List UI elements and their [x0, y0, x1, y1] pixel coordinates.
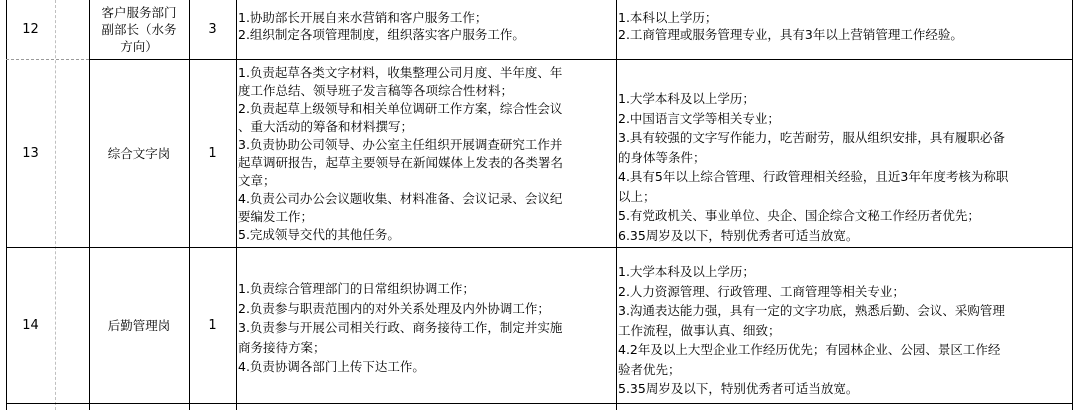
job-duties: 1.负责综合管理部门的日常组织协调工作； 2.负责参与职责范围内的对外关系处理及内外协调工作； 3.负责参与开展公司相关行政、商务接待工作，制定并实施 商务接待方案； 4.负责协调各部门上传下达工作。	[238, 281, 563, 374]
job-requirements: 1.大学本科及以上学历； 2.中国语言文学等相关专业； 3.具有较强的文字写作能力，吃苦耐劳，服从组织安排，具有履职必备 的身体等条件； 4.具有5年以上综合管理、行政管理相关经验，且近3年年度考核为称职 以上； 5.有党政机关、事业单位、央企、国企综合文秘工作经历者优先； 6.35周岁及以下，特别优秀者可适当放宽。	[618, 91, 1009, 243]
table-border-right	[1072, 0, 1073, 410]
job-requirements: 1.本科以上学历； 2.工商管理或服务管理专业，具有3年以上营销管理工作经验。	[618, 10, 963, 42]
job-requirements: 1.大学本科及以上学历； 2.人力资源管理、行政管理、工商管理等相关专业； 3.沟通表达能力强，具有一定的文字功底，熟悉后勤、会议、采购管理 工作流程，做事认真、细致； 4.2年及以上大型企业工作经历优先；有园林企业、公园、景区工作经 验者优先； 5.35周岁及以下，特别优秀者可适当放宽。	[618, 264, 1005, 396]
headcount: 1	[208, 318, 217, 333]
row-number: 12	[22, 22, 39, 37]
row-number: 13	[22, 146, 39, 161]
row-number: 14	[22, 318, 39, 333]
job-duties: 1.负责起草各类文字材料，收集整理公司月度、半年度、年 度工作总结、领导班子发言稿等各项综合性材料； 2.负责起草上级领导和相关单位调研工作方案，综合性会议 、重大活动的筹备和材料撰写； 3.负责协助公司领导、办公室主任组织开展调查研究工作并 起草调研报告，起草主要领导在新闻媒体上发表的各类署名 文章； 4.负责公司办公会议题收集、材料准备、会议记录、会议纪 要编发工作； 5.完成领导交代的其他任务。	[238, 65, 564, 242]
headcount: 1	[208, 146, 217, 161]
job-duties: 1.协助部长开展自来水营销和客户服务工作； 2.组织制定各项管理制度，组织落实客户服务工作。	[238, 10, 525, 42]
position-name: 后勤管理岗	[107, 318, 171, 333]
row-divider	[6, 403, 1072, 404]
row-divider	[89, 59, 1072, 60]
column-divider	[55, 0, 56, 410]
position-name: 综合文字岗	[107, 146, 171, 161]
position-name: 客户服务部门 副部长（水务 方向）	[101, 5, 177, 54]
headcount: 3	[208, 22, 217, 37]
